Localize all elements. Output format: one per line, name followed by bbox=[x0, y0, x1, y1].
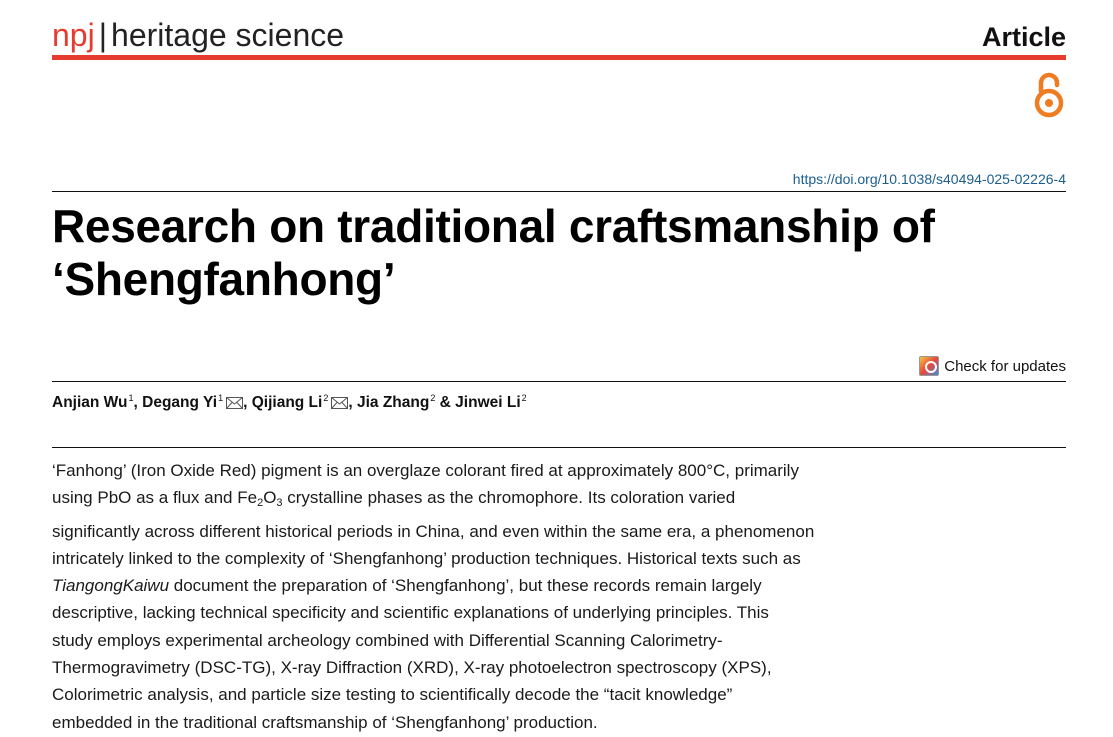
check-for-updates-icon bbox=[919, 356, 939, 376]
abstract-text: using PbO as a flux and Fe bbox=[52, 488, 258, 508]
journal-name[interactable] bbox=[52, 16, 344, 54]
abstract-text: crystalline phases as the chromophore. Its coloration varied bbox=[282, 488, 736, 508]
abstract-line: descriptive, lacking technical specificity and scientific explanations of underlying principles. This bbox=[52, 603, 769, 623]
authors-top-rule bbox=[52, 381, 1066, 382]
check-for-updates-button[interactable] bbox=[919, 355, 1066, 377]
author-name: Degang Yi bbox=[142, 394, 218, 411]
author-separator: , bbox=[348, 394, 357, 411]
abstract-text: document the preparation of ‘Shengfanhong’, but these records remain largely bbox=[169, 576, 762, 596]
affiliation-number: 1 bbox=[218, 393, 224, 403]
subscript: 3 bbox=[276, 497, 283, 510]
author-list bbox=[52, 388, 527, 413]
affiliation-number: 2 bbox=[521, 393, 527, 403]
author-name: Jia Zhang bbox=[356, 394, 430, 411]
abstract bbox=[52, 457, 912, 736]
article-type-label: Article bbox=[981, 22, 1066, 52]
doi-link[interactable]: https://doi.org/10.1038/s40494-025-02226-4 bbox=[792, 171, 1066, 187]
affiliation-number: 2 bbox=[430, 393, 436, 403]
email-icon[interactable] bbox=[226, 397, 243, 409]
book-title-italic: TiangongKaiwu bbox=[52, 576, 170, 596]
abstract-text: O bbox=[263, 488, 277, 508]
journal-title: heritage science bbox=[111, 17, 345, 53]
author[interactable] bbox=[52, 394, 134, 411]
title-top-rule bbox=[52, 191, 1066, 192]
article-title-line-2: ‘Shengfanhong’ bbox=[52, 253, 396, 305]
author-name: Anjian Wu bbox=[52, 394, 128, 411]
author-separator: & bbox=[435, 394, 456, 411]
subscript: 2 bbox=[257, 497, 264, 510]
author-separator: , bbox=[133, 394, 143, 411]
email-icon[interactable] bbox=[331, 397, 348, 409]
article-title-line-1: Research on traditional craftsmanship of bbox=[52, 200, 935, 252]
abstract-line bbox=[52, 572, 912, 599]
abstract-line: embedded in the traditional craftsmanship of ‘Shengfanhong’ production. bbox=[52, 712, 598, 732]
affiliation-number: 1 bbox=[128, 393, 134, 403]
abstract-line: intricately linked to the complexity of ‘Shengfanhong’ production techniques. Historical texts such as bbox=[52, 548, 801, 568]
abstract-top-rule bbox=[52, 447, 1066, 448]
author[interactable] bbox=[142, 394, 243, 411]
abstract-line: Thermogravimetry (DSC-TG), X-ray Diffraction (XRD), X-ray photoelectron spectroscopy (XPS), bbox=[52, 658, 772, 678]
author-name: Jinwei Li bbox=[455, 394, 521, 411]
open-access-icon[interactable] bbox=[1031, 71, 1067, 119]
abstract-line bbox=[52, 484, 912, 517]
header-red-rule bbox=[52, 55, 1066, 60]
abstract-line: study employs experimental archeology combined with Differential Scanning Calorimetry- bbox=[52, 630, 723, 650]
author-name: Qijiang Li bbox=[251, 394, 323, 411]
journal-header bbox=[52, 14, 1066, 58]
article-title bbox=[52, 200, 1066, 306]
abstract-line: significantly across different historical periods in China, and even within the same era, a phenomenon bbox=[52, 521, 815, 541]
author[interactable] bbox=[252, 394, 349, 411]
abstract-line: ‘Fanhong’ (Iron Oxide Red) pigment is an overglaze colorant fired at approximately 800°C, primarily bbox=[52, 461, 799, 480]
journal-npj: npj bbox=[52, 17, 95, 53]
author-separator: , bbox=[243, 394, 252, 411]
author[interactable] bbox=[455, 394, 526, 411]
abstract-line: Colorimetric analysis, and particle size testing to scientifically decode the “tacit knowledge” bbox=[52, 685, 733, 705]
check-for-updates-label: Check for updates bbox=[944, 357, 1066, 375]
affiliation-number: 2 bbox=[323, 393, 329, 403]
journal-separator: | bbox=[98, 17, 108, 53]
author[interactable] bbox=[357, 394, 435, 411]
